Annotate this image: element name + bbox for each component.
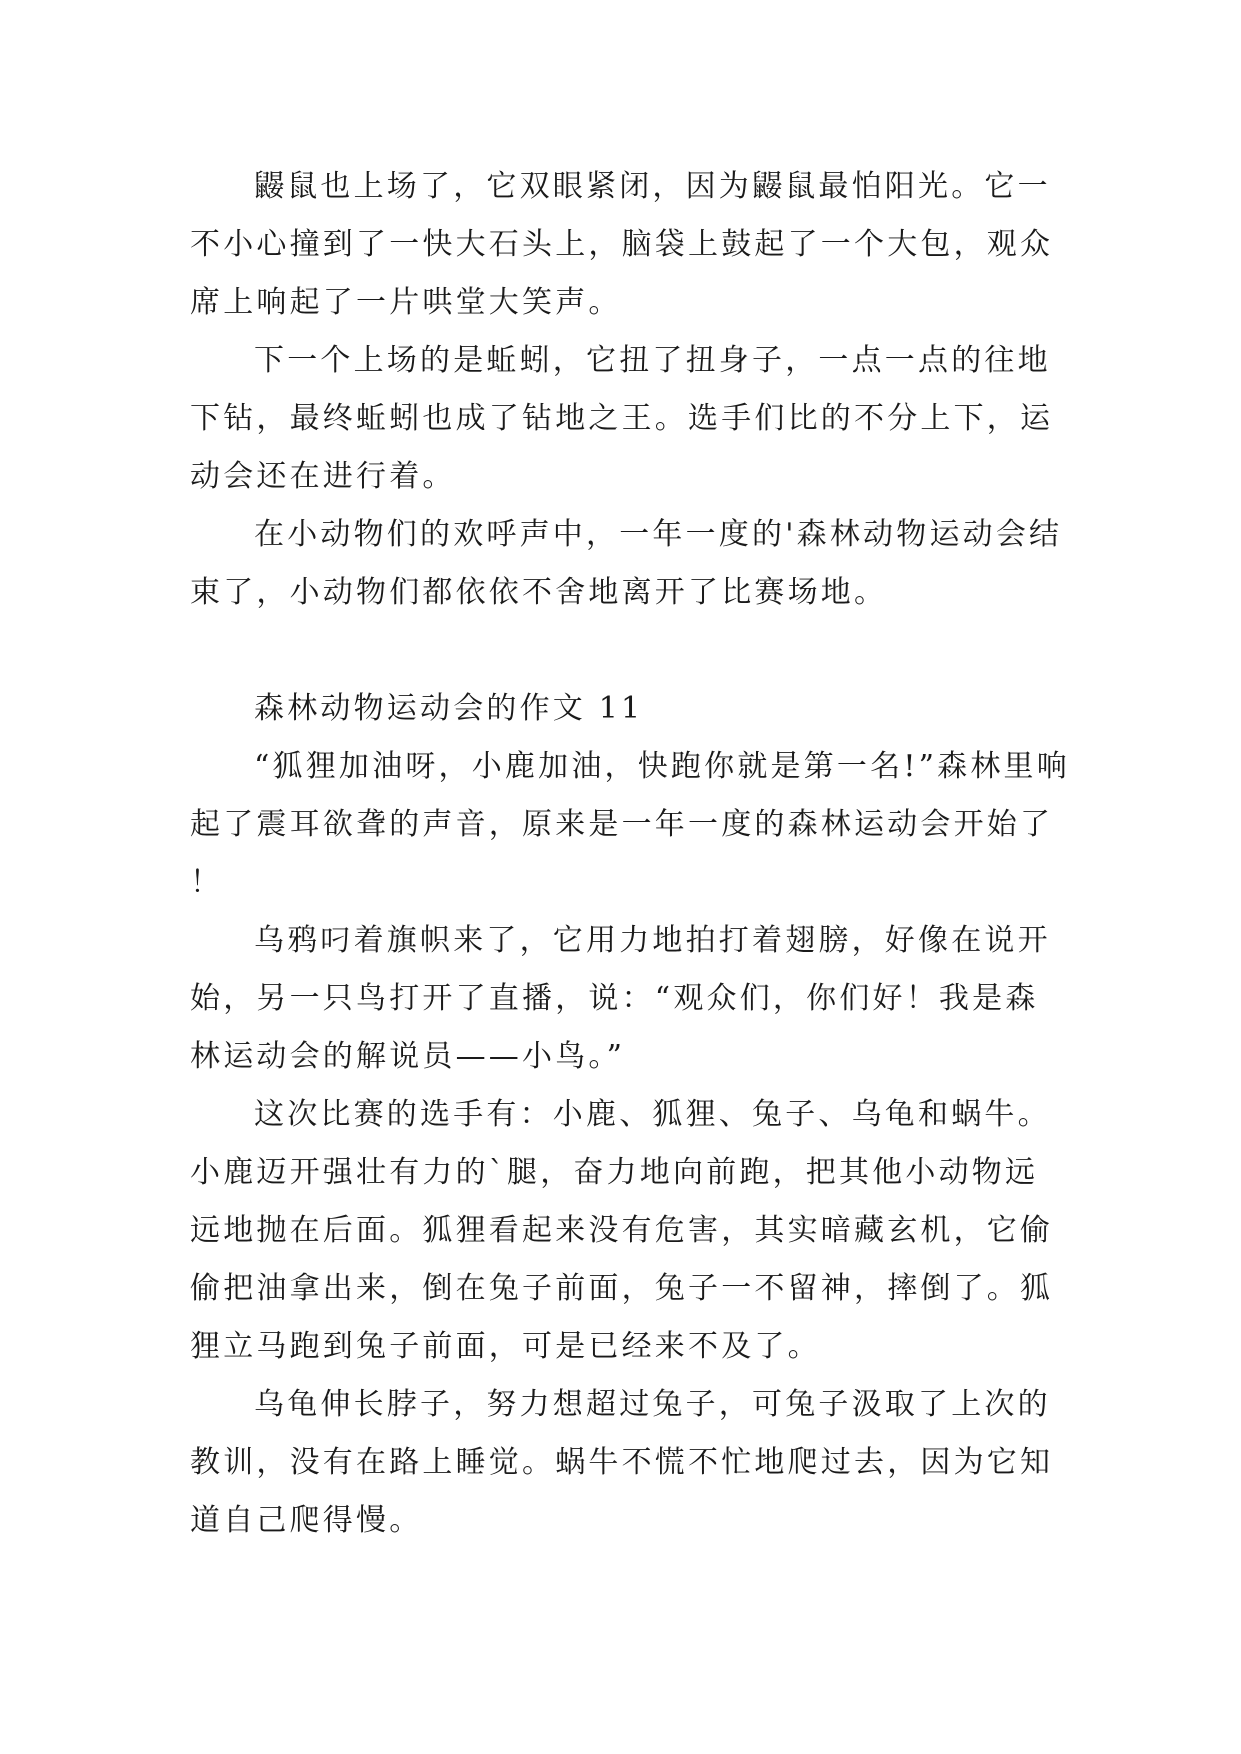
paragraph: 下一个上场的是蚯蚓，它扭了扭身子，一点一点的往地下钻，最终蚯蚓也成了钻地之王。选手们比的不分上下，运动会还在进行着。 [190, 343, 1054, 494]
section-title: 森林动物运动会的作文 11 [254, 691, 644, 726]
paragraph: “狐狸加油呀，小鹿加油，快跑你就是第一名!”森林里响起了震耳欲聋的声音，原来是一年一度的森林运动会开始了！ [190, 749, 1070, 900]
section-gap [190, 622, 1070, 680]
document-body [190, 158, 1070, 1550]
paragraph: 乌龟伸长脖子，努力想超过兔子，可兔子汲取了上次的教训，没有在路上睡觉。蜗牛不慌不忙地爬过去，因为它知道自己爬得慢。 [190, 1387, 1054, 1538]
paragraph: 在小动物们的欢呼声中，一年一度的'森林动物运动会结束了，小动物们都依依不舍地离开了比赛场地。 [190, 517, 1063, 610]
paragraph: 这次比赛的选手有：小鹿、狐狸、兔子、乌龟和蜗牛。小鹿迈开强壮有力的`腿，奋力地向前跑，把其他小动物远远地抛在后面。狐狸看起来没有危害，其实暗藏玄机，它偷偷把油拿出来，倒在兔子前面，兔子一不留神，摔倒了。狐狸立马跑到兔子前面，可是已经来不及了。 [190, 1097, 1054, 1364]
paragraph: 鼹鼠也上场了，它双眼紧闭，因为鼹鼠最怕阳光。它一不小心撞到了一快大石头上，脑袋上鼓起了一个大包，观众席上响起了一片哄堂大笑声。 [190, 169, 1054, 320]
paragraph: 乌鸦叼着旗帜来了，它用力地拍打着翅膀，好像在说开始，另一只鸟打开了直播，说：“观众们，你们好！我是森林运动会的解说员——小鸟。” [190, 923, 1051, 1074]
